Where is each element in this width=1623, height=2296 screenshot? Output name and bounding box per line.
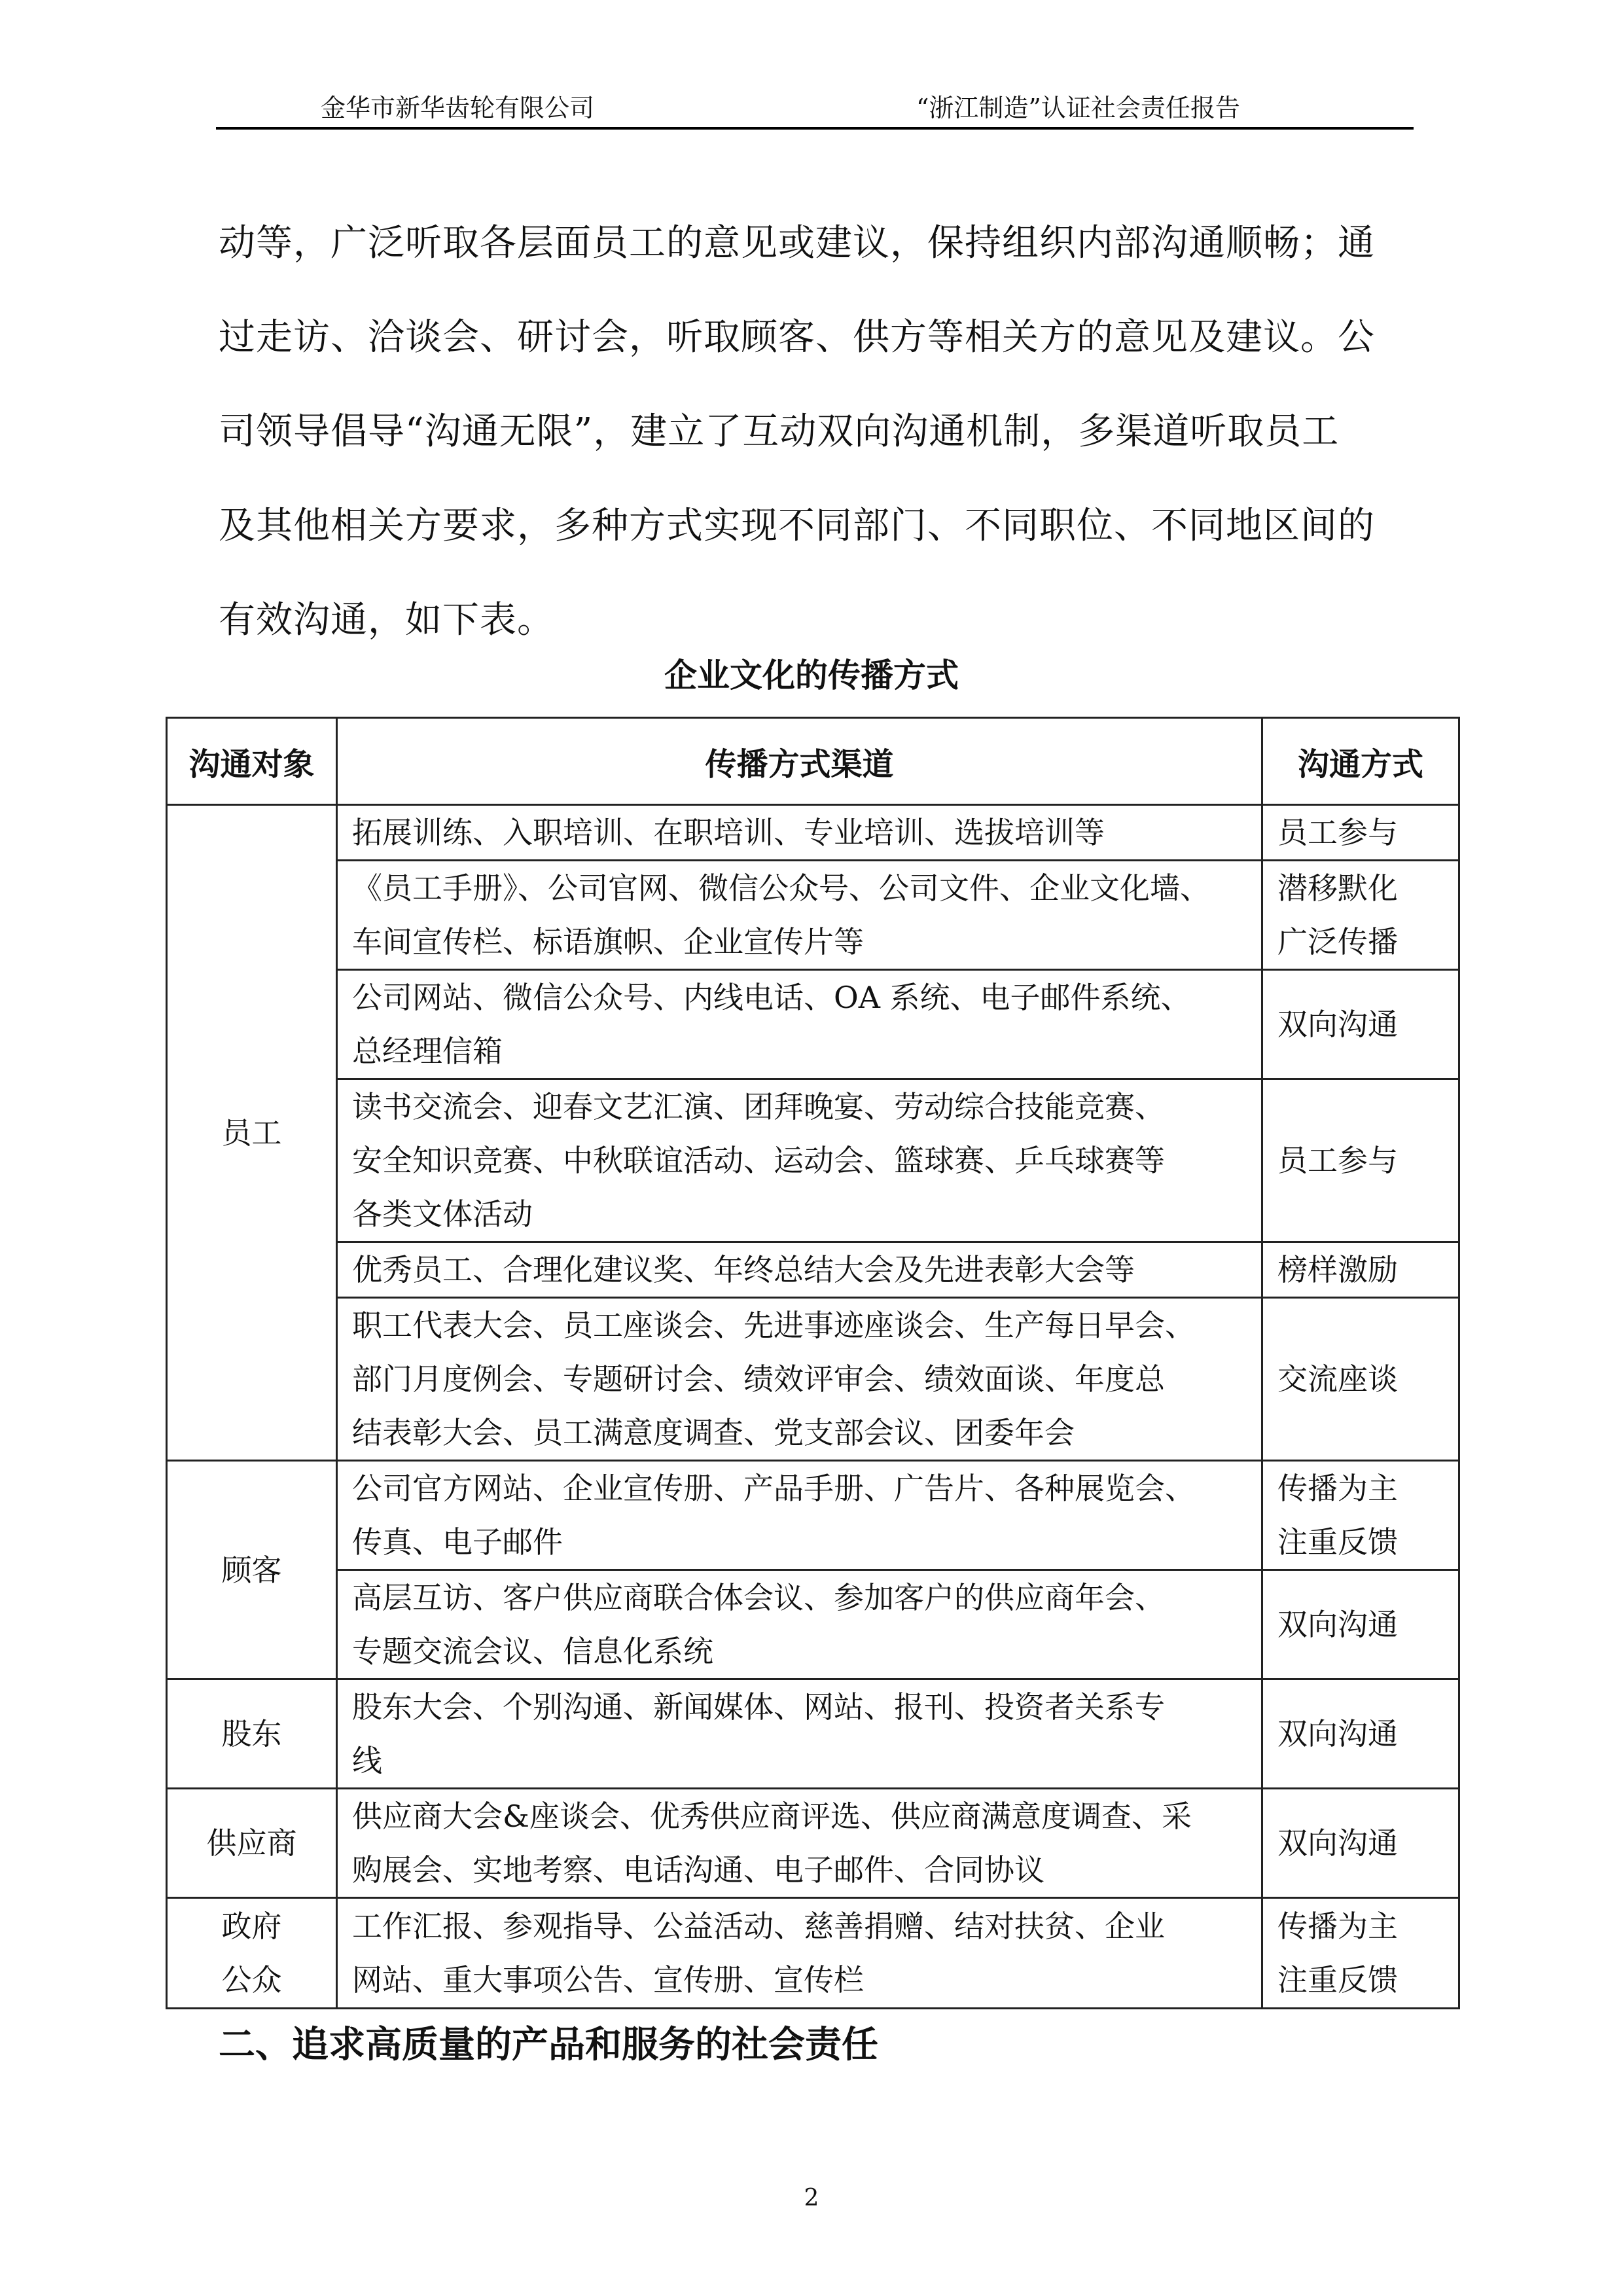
channel-cell <box>337 1461 1262 1570</box>
channel-text: 读书交流会、迎春文艺汇演、团拜晚宴、劳动综合技能竞赛、 <box>352 1089 1165 1124</box>
header-report-title: “浙江制造”认证社会责任报告 <box>916 94 1240 122</box>
channel-text: 部门月度例会、专题研讨会、绩效评审会、绩效面谈、年度总 <box>352 1361 1165 1397</box>
header-target: 沟通对象 <box>167 718 337 805</box>
channel-cell <box>337 1679 1262 1789</box>
channel-text: 工作汇报、参观指导、公益活动、慈善捐赠、结对扶贫、企业 <box>352 1909 1165 1944</box>
method-cell <box>1262 1679 1459 1789</box>
channel-cell <box>337 1242 1262 1298</box>
table-title: 企业文化的传播方式 <box>664 656 959 694</box>
header-method: 沟通方式 <box>1262 718 1459 805</box>
channel-cell <box>337 861 1262 970</box>
communication-table <box>166 717 1460 2009</box>
paragraph-line: 动等，广泛听取各层面员工的意见或建议，保持组织内部沟通顺畅；通 <box>219 222 1375 264</box>
target-text: 员工 <box>221 1115 282 1151</box>
channel-text: 供应商大会&座谈会、优秀供应商评选、供应商满意度调查、采 <box>352 1799 1192 1834</box>
channel-text: 《员工手册》、公司官网、微信公众号、公司文件、企业文化墙、 <box>352 870 1210 906</box>
method-text: 双向沟通 <box>1277 1825 1398 1861</box>
channel-text: 拓展训练、入职培训、在职培训、专业培训、选拔培训等 <box>352 815 1105 850</box>
method-cell <box>1262 1570 1459 1679</box>
table-row <box>167 1079 1459 1242</box>
paragraph-line: 及其他相关方要求，多种方式实现不同部门、不同职位、不同地区间的 <box>219 505 1375 547</box>
channel-text: 各类文体活动 <box>352 1196 533 1232</box>
method-cell <box>1262 1898 1459 2009</box>
table-row <box>167 1298 1459 1461</box>
header-company: 金华市新华齿轮有限公司 <box>321 94 595 122</box>
channel-text: 结表彰大会、员工满意度调查、党支部会议、团委年会 <box>352 1415 1075 1450</box>
method-text: 传播为主 <box>1277 1909 1398 1944</box>
table-row <box>167 1570 1459 1679</box>
table-row <box>167 1898 1459 2009</box>
table-row <box>167 1679 1459 1789</box>
channel-cell <box>337 805 1262 861</box>
method-text: 传播为主 <box>1277 1471 1398 1506</box>
method-text: 注重反馈 <box>1277 1524 1398 1560</box>
channel-cell <box>337 1898 1262 2009</box>
method-text: 交流座谈 <box>1277 1361 1398 1397</box>
table-row <box>167 861 1459 970</box>
table-row <box>167 805 1459 861</box>
channel-text: 购展会、实地考察、电话沟通、电子邮件、合同协议 <box>352 1852 1044 1888</box>
table-row <box>167 1789 1459 1898</box>
channel-cell <box>337 1079 1262 1242</box>
method-text: 广泛传播 <box>1277 924 1398 960</box>
channel-cell <box>337 1789 1262 1898</box>
method-text: 注重反馈 <box>1277 1962 1398 1998</box>
header-channel: 传播方式渠道 <box>337 718 1262 805</box>
paragraph-line: 有效沟通，如下表。 <box>219 599 554 641</box>
channel-text: 优秀员工、合理化建议奖、年终总结大会及先进表彰大会等 <box>352 1252 1135 1287</box>
channel-text: 网站、重大事项公告、宣传册、宣传栏 <box>352 1962 864 1998</box>
channel-text: 线 <box>352 1743 382 1778</box>
method-text: 双向沟通 <box>1277 1007 1398 1042</box>
method-cell <box>1262 1242 1459 1298</box>
channel-text: 公司网站、微信公众号、内线电话、OA 系统、电子邮件系统、 <box>352 980 1191 1015</box>
target-text: 顾客 <box>221 1552 282 1588</box>
body-paragraph <box>219 196 1416 668</box>
method-cell <box>1262 1461 1459 1570</box>
table-row <box>167 970 1459 1079</box>
table-header-row <box>167 718 1459 805</box>
paragraph-line: 司领导倡导“沟通无限”，建立了互动双向沟通机制，多渠道听取员工 <box>219 410 1340 453</box>
method-text: 员工参与 <box>1277 1143 1398 1178</box>
paragraph-line: 过走访、洽谈会、研讨会，听取顾客、供方等相关方的意见及建议。公 <box>219 316 1375 359</box>
channel-cell <box>337 970 1262 1079</box>
target-cell <box>167 1461 337 1679</box>
section-heading: 二、追求高质量的产品和服务的社会责任 <box>219 2024 878 2066</box>
channel-text: 职工代表大会、员工座谈会、先进事迹座谈会、生产每日早会、 <box>352 1308 1195 1343</box>
channel-text: 专题交流会议、信息化系统 <box>352 1634 713 1669</box>
target-cell <box>167 805 337 1461</box>
target-text: 公众 <box>221 1962 282 1998</box>
channel-cell <box>337 1570 1262 1679</box>
channel-text: 高层互访、客户供应商联合体会议、参加客户的供应商年会、 <box>352 1580 1165 1615</box>
method-cell <box>1262 1079 1459 1242</box>
target-cell <box>167 1789 337 1898</box>
target-text: 政府 <box>221 1909 282 1944</box>
page-header <box>216 84 1414 130</box>
method-text: 榜样激励 <box>1277 1252 1398 1287</box>
target-cell <box>167 1898 337 2009</box>
page-number: 2 <box>804 2185 819 2212</box>
method-cell <box>1262 861 1459 970</box>
channel-text: 总经理信箱 <box>352 1033 503 1069</box>
method-text: 潜移默化 <box>1277 870 1398 906</box>
target-text: 股东 <box>221 1716 282 1751</box>
channel-text: 传真、电子邮件 <box>352 1524 563 1560</box>
method-cell <box>1262 805 1459 861</box>
channel-cell <box>337 1298 1262 1461</box>
target-text: 供应商 <box>206 1825 297 1861</box>
channel-text: 车间宣传栏、标语旗帜、企业宣传片等 <box>352 924 864 960</box>
target-cell <box>167 1679 337 1789</box>
method-text: 双向沟通 <box>1277 1607 1398 1642</box>
channel-text: 公司官方网站、企业宣传册、产品手册、广告片、各种展览会、 <box>352 1471 1195 1506</box>
table-row <box>167 1242 1459 1298</box>
method-text: 员工参与 <box>1277 815 1398 850</box>
method-cell <box>1262 1298 1459 1461</box>
method-cell <box>1262 1789 1459 1898</box>
method-text: 双向沟通 <box>1277 1716 1398 1751</box>
method-cell <box>1262 970 1459 1079</box>
table-row <box>167 1461 1459 1570</box>
channel-text: 安全知识竞赛、中秋联谊活动、运动会、篮球赛、乒乓球赛等 <box>352 1143 1165 1178</box>
channel-text: 股东大会、个别沟通、新闻媒体、网站、报刊、投资者关系专 <box>352 1689 1165 1725</box>
